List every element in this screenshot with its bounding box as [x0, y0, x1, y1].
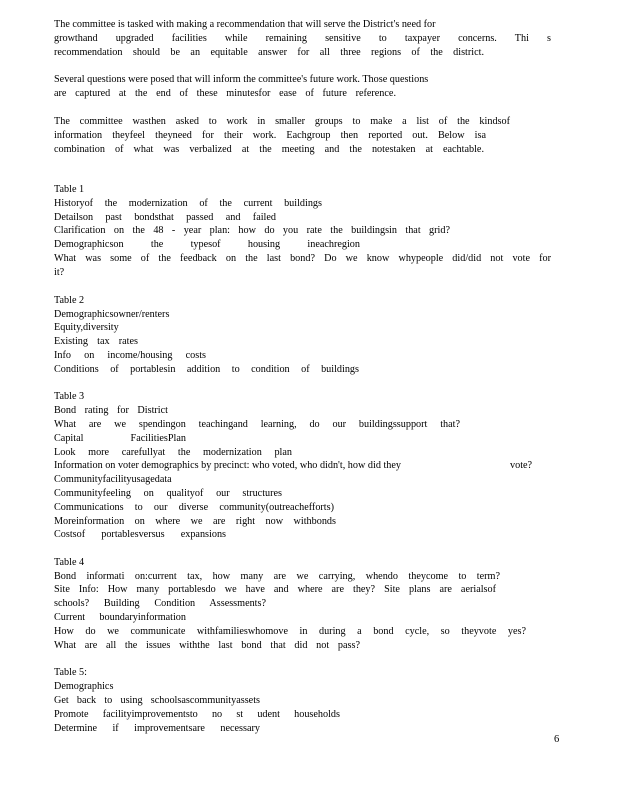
table-item-aside: vote? [510, 460, 533, 471]
table-heading: Table 4 [54, 557, 85, 568]
table-heading: Table 3 [54, 391, 85, 402]
table-item: Equity,diversity [54, 322, 119, 333]
table-item: Existing tax rates [54, 336, 138, 347]
table-item: How do we communicate withfamilieswhomove in during a bond cycle, so theyvote yes? [54, 626, 526, 637]
table-item: Look more carefullyat the modernization plan [54, 447, 292, 458]
groups-line: information theyfeel theyneed for their work. Eachgroup then reported out. Below isa [54, 130, 486, 141]
table-item: schools? Building Condition Assessments? [54, 598, 266, 609]
intro-line: growthand upgraded facilities while remaining sensitive to taxpayer concerns. Thi s [54, 33, 551, 44]
intro-line: The committee is tasked with making a recommendation that will serve the District's need for [54, 19, 436, 30]
table-item: Demographicson the typesof housing ineachregion [54, 239, 360, 250]
table-item: Communityfeeling on qualityof our structures [54, 488, 282, 499]
table-item: What was some of the feedback on the last bond? Do we know whypeople did/did not vote for [54, 253, 551, 264]
page-number: 6 [554, 734, 560, 745]
table-item: Determine if improvementsare necessary [54, 723, 260, 734]
table-item: Get back to using schoolsascommunityassets [54, 695, 260, 706]
table-item: Costsof portablesversus expansions [54, 529, 226, 540]
groups-line: combination of what was verbalized at the meeting and the notestaken at eachtable. [54, 144, 484, 155]
questions-line: Several questions were posed that will inform the committee's future work. Those questions [54, 74, 429, 85]
table-item: Historyof the modernization of the current buildings [54, 198, 322, 209]
table-item: Info on income/housing costs [54, 350, 206, 361]
table-item: Bond rating for District [54, 405, 168, 416]
table-item: What are all the issues withthe last bond that did not pass? [54, 640, 360, 651]
table-item: Promote facilityimprovementsto no st udent households [54, 709, 340, 720]
groups-line: The committee wasthen asked to work in smaller groups to make a list of the kindsof [54, 116, 510, 127]
table-item: Clarification on the 48 - year plan: how do you rate the buildingsin that grid? [54, 225, 450, 236]
table-heading: Table 1 [54, 184, 85, 195]
table-heading: Table 5: [54, 667, 87, 678]
table-item: Demographicsowner/renters [54, 309, 170, 320]
table-item: Information on voter demographics by precinct: who voted, who didn't, how did they [54, 460, 402, 471]
table-item: What are we spendingon teachingand learning, do our buildingssupport that? [54, 419, 460, 430]
table-item: Site Info: How many portablesdo we have and where are they? Site plans are aerialsof [54, 584, 496, 595]
table-item: Demographics [54, 681, 114, 692]
table-item: Communityfacilityusagedata [54, 474, 172, 485]
table-item: Current boundaryinformation [54, 612, 186, 623]
table-heading: Table 2 [54, 295, 85, 306]
questions-line: are captured at the end of these minutesfor ease of future reference. [54, 88, 396, 99]
table-item: Capital FacilitiesPlan [54, 433, 186, 444]
table-item: Detailson past bondsthat passed and failed [54, 212, 276, 223]
table-item: Communications to our diverse community(outreachefforts) [54, 502, 334, 513]
table-item: Bond informati on:current tax, how many are we carrying, whendo theycome to term? [54, 571, 500, 582]
table-item: Moreinformation on where we are right now withbonds [54, 516, 336, 527]
table-item: Conditions of portablesin addition to condition of buildings [54, 364, 359, 375]
table-item: it? [54, 267, 65, 278]
intro-line: recommendation should be an equitable answer for all three regions of the district. [54, 47, 484, 58]
